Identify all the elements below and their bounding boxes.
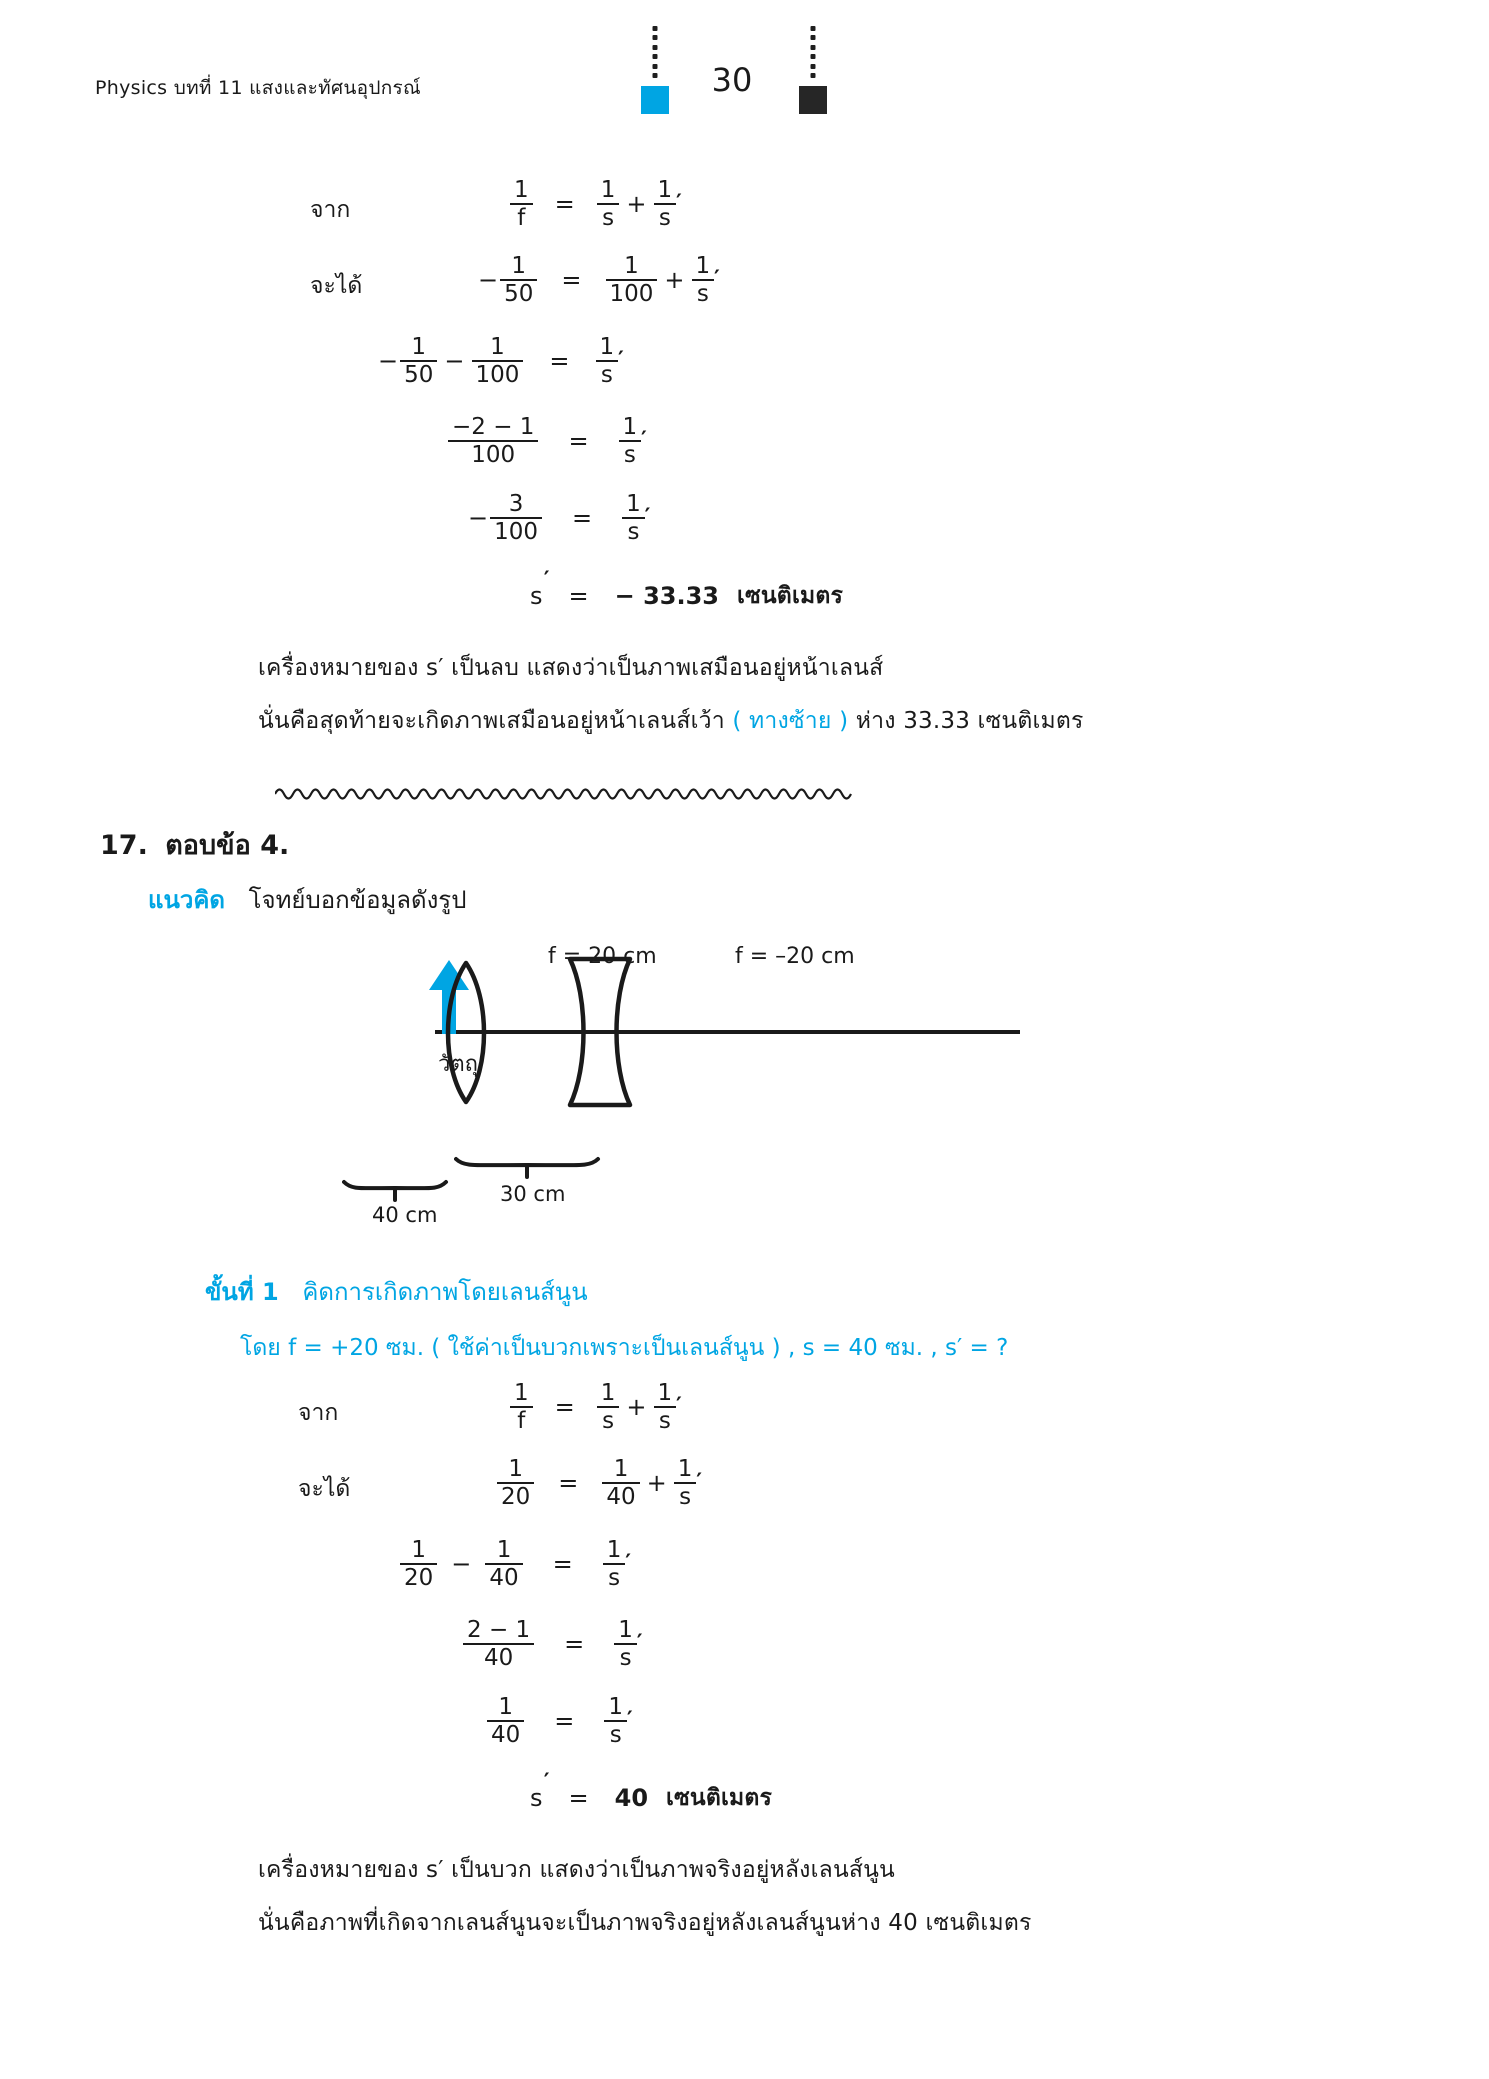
step1-label: ขั้นที่ 1 (205, 1278, 279, 1306)
lens2-focal-label: f = –20 cm (735, 944, 855, 969)
principal-axis (435, 1030, 1020, 1034)
fraction-one-over-s-prime: $\frac{1}{s}$ ′ (674, 1457, 697, 1509)
equals-sign: = (572, 504, 593, 533)
note-part-1: นั่นคือสุดท้ายจะเกิดภาพเสมือนอยู่หน้าเลนส์เว้า (258, 708, 733, 734)
equation-1 (510, 178, 676, 230)
step1-text: คิดการเกิดภาพโดยเลนส์นูน (302, 1278, 588, 1306)
equals-sign: = (568, 427, 589, 456)
equals-sign: = (549, 347, 570, 376)
fraction-one-over-s-prime: $\frac{1}{s}$ ′ (692, 254, 715, 306)
equals-sign: = (568, 582, 589, 610)
note-highlight-left: ( ทางซ้าย ) (732, 708, 849, 734)
equals-sign: = (558, 1469, 579, 1498)
fraction-one-over-20: $\frac{1}{20}$ (497, 1457, 534, 1509)
fraction-one-over-s-prime: $\frac{1}{s}$ ′ (604, 1695, 627, 1747)
fraction-one-over-s-prime: $\frac{1}{s}$ ′ (596, 335, 619, 387)
item-number-17 (100, 823, 289, 866)
fraction-one-over-20: $\frac{1}{20}$ (400, 1538, 437, 1590)
fraction-one-over-100: $\frac{1}{100}$ (606, 254, 658, 306)
plus-sign: + (664, 266, 685, 295)
equals-sign: = (554, 1707, 575, 1736)
step1-equation-1 (510, 1381, 676, 1433)
equals-sign: = (568, 1784, 589, 1812)
fraction-minus-2-minus-1-over-100: $\frac{-2 - 1}{100}$ (448, 415, 538, 467)
page-header (0, 0, 1489, 120)
plus-sign: + (626, 190, 647, 219)
fraction-one-over-s-prime: $\frac{1}{s}$ ′ (614, 1618, 637, 1670)
idea-text: โจทย์บอกข้อมูลดังรูป (248, 886, 467, 914)
idea-line (148, 880, 466, 919)
page-number: 30 (711, 61, 753, 99)
fraction-one-over-s-prime: $\frac{1}{s}$ ′ (622, 492, 645, 544)
object-label: วัตถุ (438, 1052, 478, 1077)
result-value: − 33.33 (614, 582, 720, 610)
dotted-line-icon (653, 26, 658, 78)
fraction-one-over-s-prime: $\frac{1}{s}$ ′ (654, 1381, 677, 1433)
brace-30cm (454, 1155, 604, 1181)
header-title: Physics บทที่ 11 แสงและทัศนอุปกรณ์ (95, 77, 421, 99)
wavy-divider (275, 785, 855, 803)
fraction-one-over-40: $\frac{1}{40}$ (602, 1457, 639, 1509)
note-sign-negative: เครื่องหมายของ s′ เป็นลบ แสดงว่าเป็นภาพเสมือนอยู่หน้าเลนส์ (258, 655, 884, 681)
idea-label: แนวคิด (148, 886, 225, 914)
note-part-2: ห่าง 33.33 เซนติเมตร (848, 708, 1084, 734)
step1-equation-4 (463, 1618, 637, 1670)
fraction-one-over-s-prime: $\frac{1}{s}$ ′ (654, 178, 677, 230)
equals-sign: = (561, 266, 582, 295)
fraction-one-over-f: $\frac{1}{f}$ (510, 178, 533, 230)
label-from-2: จาก (298, 1400, 339, 1426)
fraction-one-over-f: $\frac{1}{f}$ (510, 1381, 533, 1433)
equals-sign: = (554, 190, 575, 219)
brace-40cm (342, 1178, 452, 1204)
variable-s-prime: s ′ (530, 582, 543, 610)
minus-sign: − (444, 347, 465, 376)
minus-sign: − (451, 1550, 472, 1579)
fraction-one-over-40: $\frac{1}{40}$ (487, 1695, 524, 1747)
equals-sign: = (554, 1393, 575, 1422)
equation-5 (468, 492, 645, 544)
equation-2 (478, 254, 714, 306)
equation-3 (378, 335, 618, 387)
minus-sign: − (468, 504, 489, 533)
marker-square-dark (799, 86, 827, 114)
step1-equation-2 (497, 1457, 696, 1509)
minus-sign: − (478, 266, 499, 295)
fraction-one-over-s-prime: $\frac{1}{s}$ ′ (619, 415, 642, 467)
fraction-one-over-50: $\frac{1}{50}$ (400, 335, 437, 387)
step1-heading (205, 1272, 588, 1311)
variable-s-prime: s ′ (530, 1784, 543, 1812)
result-line-1 (530, 578, 843, 614)
convex-lens-icon (432, 960, 552, 1105)
label-get-1: จะได้ (310, 273, 363, 299)
note-virtual-image (258, 703, 1084, 739)
step1-note-real-image: นั่นคือภาพที่เกิดจากเลนส์นูนจะเป็นภาพจริงอยู่หลังเลนส์นูนห่าง 40 เซนติเมตร (258, 1910, 1032, 1936)
plus-sign: + (626, 1393, 647, 1422)
step1-equation-3 (400, 1538, 625, 1590)
label-get-2: จะได้ (298, 1476, 351, 1502)
equals-sign: = (552, 1550, 573, 1579)
result-unit: เซนติเมตร (666, 1785, 773, 1811)
label-from-1: จาก (310, 197, 351, 223)
marker-square-cyan (641, 86, 669, 114)
plus-sign: + (646, 1469, 667, 1498)
fraction-one-over-50: $\frac{1}{50}$ (500, 254, 537, 306)
fraction-one-over-40: $\frac{1}{40}$ (485, 1538, 522, 1590)
fraction-3-over-100: $\frac{3}{100}$ (490, 492, 542, 544)
item-answer-label: ตอบข้อ 4. (165, 830, 290, 861)
distance-label-40cm: 40 cm (372, 1203, 438, 1227)
step1-equation-5 (487, 1695, 627, 1747)
result-value: 40 (614, 1784, 649, 1812)
step1-given: โดย f = +20 ซม. ( ใช้ค่าเป็นบวกเพราะเป็นเลนส์นูน ) , s = 40 ซม. , s′ = ? (240, 1335, 1009, 1361)
minus-sign: − (378, 347, 399, 376)
fraction-one-over-s: $\frac{1}{s}$ (597, 178, 620, 230)
item-number: 17. (100, 830, 148, 861)
fraction-one-over-s: $\frac{1}{s}$ (597, 1381, 620, 1433)
fraction-one-over-s-prime: $\frac{1}{s}$ ′ (603, 1538, 626, 1590)
lens1-focal-label: f = 20 cm (548, 944, 657, 969)
step1-note-sign-positive: เครื่องหมายของ s′ เป็นบวก แสดงว่าเป็นภาพจริงอยู่หลังเลนส์นูน (258, 1857, 895, 1883)
result-line-2 (530, 1780, 772, 1816)
distance-label-30cm: 30 cm (500, 1182, 566, 1206)
equals-sign: = (564, 1630, 585, 1659)
result-unit: เซนติเมตร (737, 583, 844, 609)
dotted-line-icon (811, 26, 816, 78)
fraction-2-minus-1-over-40: $\frac{2 - 1}{40}$ (463, 1618, 534, 1670)
fraction-one-over-100: $\frac{1}{100}$ (472, 335, 524, 387)
equation-4 (448, 415, 641, 467)
concave-lens-icon (562, 955, 692, 1110)
object-arrow-icon (427, 958, 471, 1036)
